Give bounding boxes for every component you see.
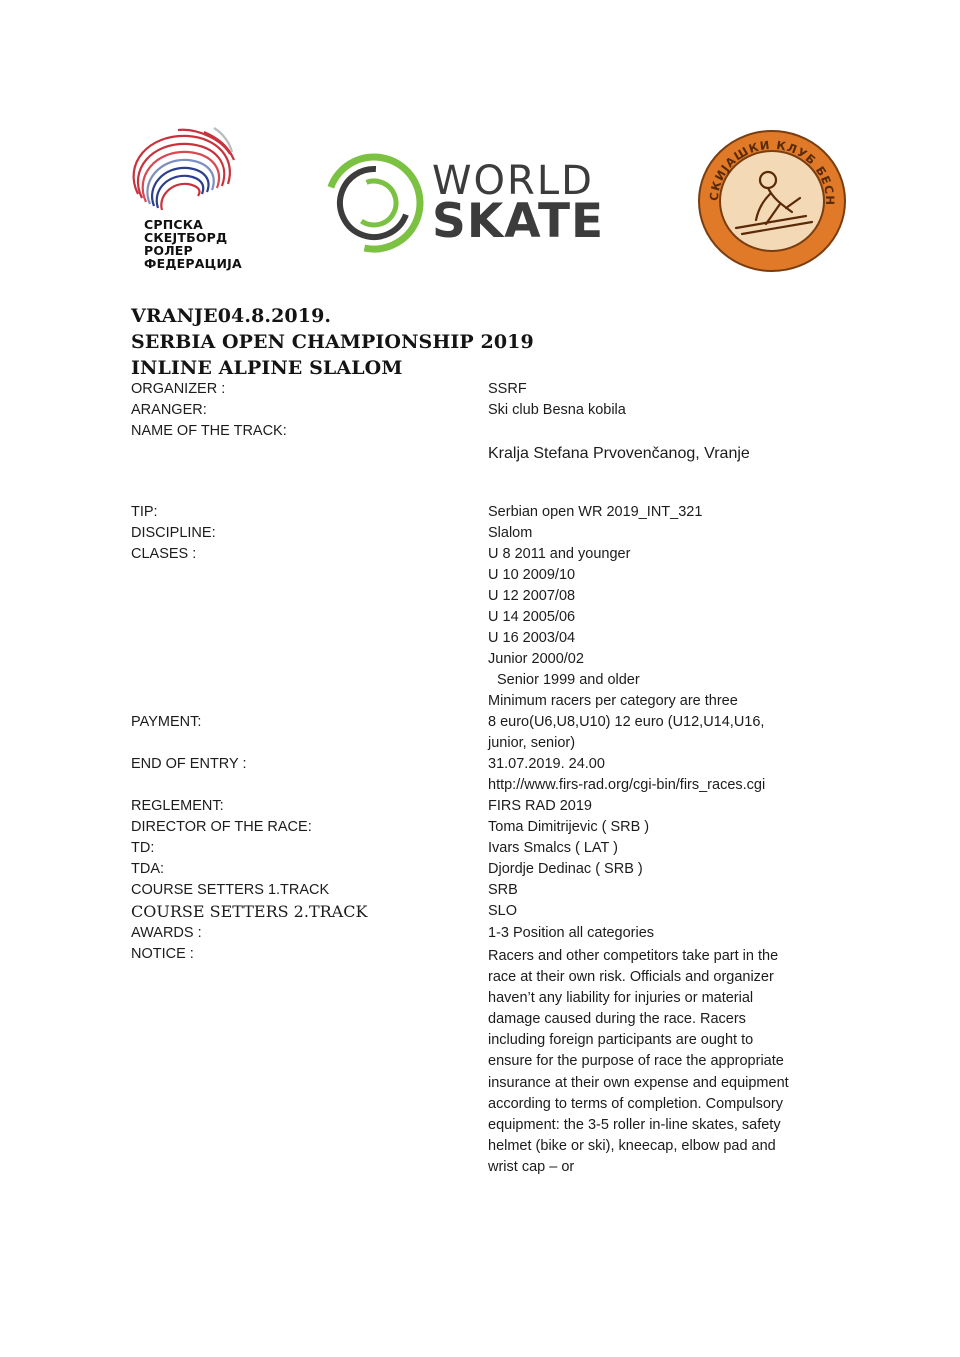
notice-line: wrist cap – or: [488, 1158, 575, 1175]
reglement-label: REGLEMENT:: [131, 798, 224, 814]
notice-line: insurance at their own expense and equipment: [488, 1074, 789, 1091]
notice-line: damage caused during the race. Racers: [488, 1011, 746, 1028]
world-skate-word-world: WORLD: [432, 158, 594, 204]
notice-label: NOTICE :: [131, 946, 194, 962]
seal-ring-text: СКИЈАШКИ КЛУБ БЕСН: [706, 137, 838, 207]
organizer-value: SSRF: [488, 381, 527, 397]
world-skate-swirl-icon: [322, 148, 430, 258]
class-item: U 10 2009/10: [488, 567, 576, 583]
notice-line: race at their own risk. Officials and organizer: [488, 969, 774, 986]
ssrf-org-name: СРПСКА СКЕЈТБОРД РОЛЕР ФЕДЕРАЦИЈА: [144, 217, 242, 271]
ssrf-logo: [118, 124, 248, 279]
payment-label: PAYMENT:: [131, 714, 202, 730]
tda-value: Djordje Dedinac ( SRB ): [488, 861, 643, 877]
ski-club-seal-icon: [696, 128, 848, 274]
td-value: Ivars Smalcs ( LAT ): [488, 840, 618, 856]
reglement-value: FIRS RAD 2019: [488, 798, 592, 814]
entry-link[interactable]: http://www.firs-rad.org/cgi-bin/firs_races.cgi: [488, 777, 766, 793]
organizer-label: ORGANIZER :: [131, 381, 226, 397]
notice-line: according to terms of completion. Compulsory: [488, 1095, 783, 1112]
notice-text: [488, 946, 826, 1178]
world-skate-word-skate: SKATE: [432, 194, 605, 249]
director-value: Toma Dimitrijevic ( SRB ): [488, 819, 650, 835]
end-of-entry-value: 31.07.2019. 24.00: [488, 756, 605, 772]
class-item: Senior 1999 and older: [497, 672, 640, 688]
td-label: TD:: [131, 840, 155, 856]
ski-club-seal-logo: [696, 128, 848, 274]
ssrf-swirl-icon: [118, 124, 248, 216]
director-label: DIRECTOR OF THE RACE:: [131, 819, 312, 835]
tip-label: TIP:: [131, 504, 158, 520]
notice-line: including foreign participants are ought to: [488, 1032, 754, 1049]
discipline-title: INLINE ALPINE SLALOM: [131, 357, 403, 379]
clases-label: CLASES :: [131, 546, 197, 562]
notice-line: ensure for the purpose of race the appropriate: [488, 1053, 784, 1070]
awards-value: 1-3 Position all categories: [488, 925, 655, 941]
world-skate-logo: [322, 148, 612, 258]
track-name-label: NAME OF THE TRACK:: [131, 423, 287, 439]
discipline-value: Slalom: [488, 525, 533, 541]
track-name-value: Kralja Stefana Prvovenčanog, Vranje: [488, 445, 750, 462]
class-item: U 14 2005/06: [488, 609, 576, 625]
end-of-entry-label: END OF ENTRY :: [131, 756, 247, 772]
class-item: U 16 2003/04: [488, 630, 576, 646]
tip-value: Serbian open WR 2019_INT_321: [488, 504, 703, 520]
payment-value-line2: junior, senior): [488, 735, 576, 751]
course-setters-2-label: COURSE SETTERS 2.TRACK: [131, 902, 368, 921]
class-item: Junior 2000/02: [488, 651, 584, 667]
aranger-label: ARANGER:: [131, 402, 207, 418]
championship-title: SERBIA OPEN CHAMPIONSHIP 2019: [131, 331, 534, 353]
notice-line: Racers and other competitors take part in the: [488, 948, 779, 964]
tda-label: TDA:: [131, 861, 165, 877]
notice-line: equipment: the 3-5 roller in-line skates, safety: [488, 1116, 781, 1133]
course-setters-1-label: COURSE SETTERS 1.TRACK: [131, 882, 330, 898]
event-date-heading: VRANJE04.8.2019.: [131, 305, 332, 327]
discipline-label: DISCIPLINE:: [131, 525, 216, 541]
awards-label: AWARDS :: [131, 925, 202, 941]
payment-value-line1: 8 euro(U6,U8,U10) 12 euro (U12,U14,U16,: [488, 714, 765, 730]
class-item: U 12 2007/08: [488, 588, 576, 604]
class-note: Minimum racers per category are three: [488, 693, 738, 709]
course-setters-2-value: SLO: [488, 903, 518, 919]
aranger-value: Ski club Besna kobila: [488, 402, 626, 418]
course-setters-1-value: SRB: [488, 882, 518, 898]
notice-line: helmet (bike or ski), kneecap, elbow pad and: [488, 1137, 776, 1154]
notice-line: haven’t any liability for injuries or material: [488, 990, 754, 1007]
class-item: U 8 2011 and younger: [488, 546, 631, 562]
